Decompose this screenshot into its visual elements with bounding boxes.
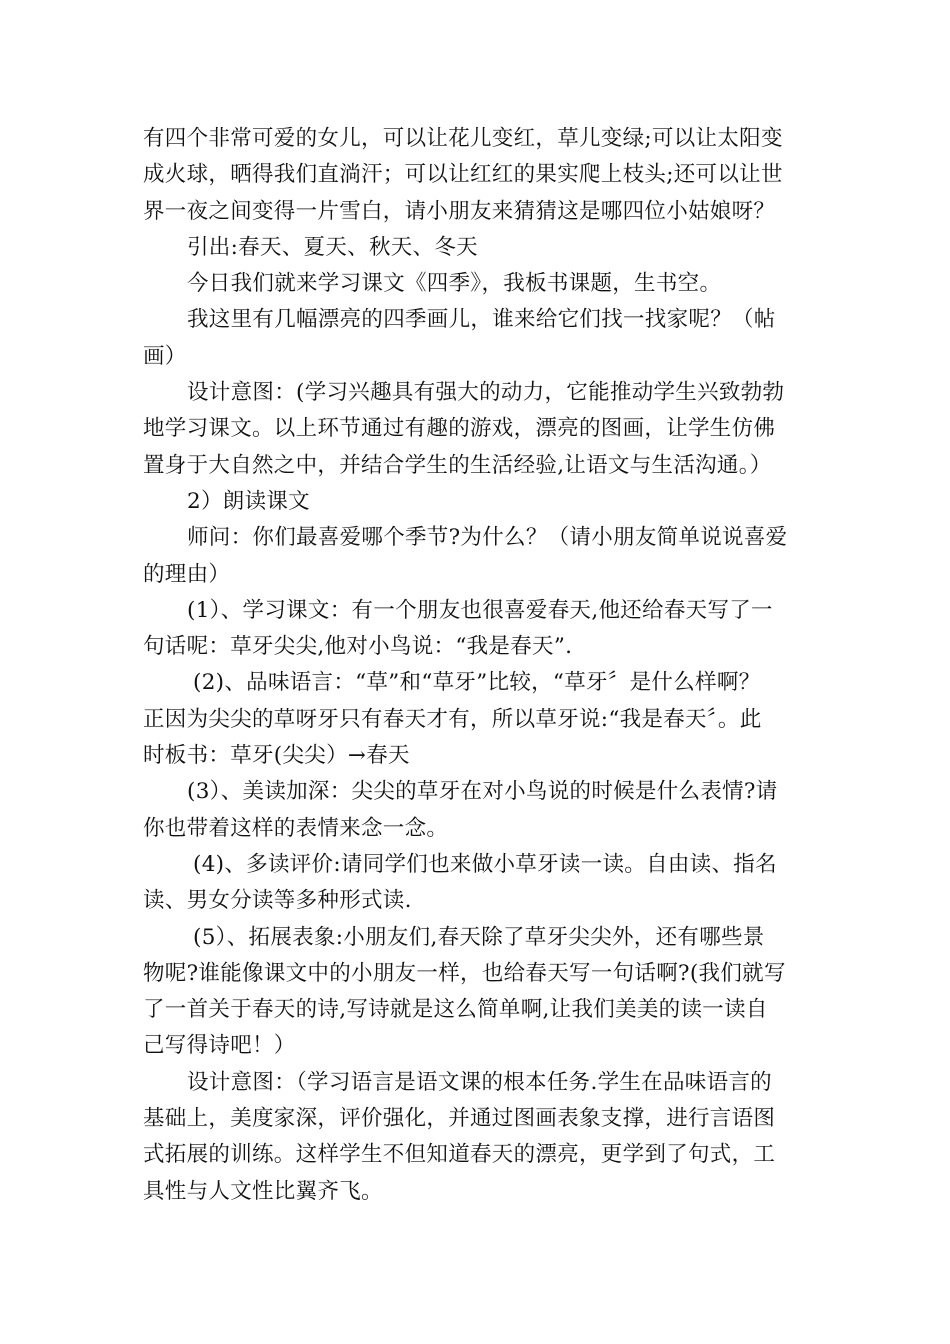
text-line: 今日我们就来学习课文《四季》，我板书课题，生书空。	[187, 271, 722, 297]
text-line: (2)、品味语言：“草”和“草牙”比较，“草牙〞是什么样啊？	[193, 670, 761, 696]
text-line: 画）	[143, 343, 187, 369]
text-line: 有四个非常可爱的女儿，可以让花儿变红，草儿变绿;可以让太阳变	[143, 126, 783, 151]
text-line: 正因为尖尖的草呀牙只有春天才有，所以草牙说:“我是春天〞。此	[143, 706, 762, 732]
text-line: (5）、拓展表象:小朋友们,春天除了草牙尖尖外，还有哪些景	[193, 924, 765, 950]
text-line: 己写得诗吧！）	[143, 1033, 296, 1059]
text-line: 式拓展的训练。这样学生不但知道春天的漂亮，更学到了句式，工	[143, 1142, 776, 1168]
text-line: 师问：你们最喜爱哪个季节?为什么？（请小朋友简单说说喜爱	[187, 525, 788, 551]
text-line: 了一首关于春天的诗,写诗就是这么简单啊,让我们美美的读一读自	[143, 997, 768, 1023]
text-line: (1）、学习课文：有一个朋友也很喜爱春天,他还给春天写了一	[187, 597, 773, 623]
text-line: 你也带着这样的表情来念一念。	[143, 815, 449, 841]
text-line: (3）、美读加深：尖尖的草牙在对小鸟说的时候是什么表情?请	[187, 779, 778, 805]
section-heading: 2）朗读课文	[187, 488, 310, 514]
document-page	[143, 121, 808, 1210]
text-line: 成火球，晒得我们直淌汗；可以让红红的果实爬上枝头;还可以让世	[143, 162, 783, 188]
text-line: 基础上，美度家深，评价强化，并通过图画表象支撑，进行言语图	[143, 1106, 776, 1132]
text-line: 具性与人文性比翼齐飞。	[143, 1178, 383, 1204]
text-line: 的理由）	[143, 561, 231, 587]
text-line: 引出:春天、夏天、秋天、冬天	[187, 234, 478, 260]
text-line: (4)、多读评价:请同学们也来做小草牙读一读。自由读、指名	[193, 851, 777, 877]
text-line: 时板书：草牙(尖尖）→春天	[143, 743, 410, 769]
text-line: 设计意图：(学习兴趣具有强大的动力，它能推动学生兴致勃勃	[187, 380, 785, 406]
text-line: 界一夜之间变得一片雪白，请小朋友来猜猜这是哪四位小姑娘呀？	[143, 198, 776, 224]
text-line: 置身于大自然之中，并结合学生的生活经验,让语文与生活沟通。）	[143, 452, 772, 478]
text-line: 设计意图：（学习语言是语文课的根本任务.学生在品味语言的	[187, 1069, 772, 1095]
text-line: 句话呢：草牙尖尖,他对小鸟说：“我是春天”.	[143, 634, 573, 660]
text-line: 读、男女分读等多种形式读.	[143, 888, 412, 914]
text-line: 物呢?谁能像课文中的小朋友一样，也给春天写一句话啊?(我们就写	[143, 960, 786, 986]
text-line: 我这里有几幅漂亮的四季画儿，谁来给它们找一找家呢？（帖	[187, 307, 776, 333]
text-line: 地学习课文。以上环节通过有趣的游戏，漂亮的图画，让学生仿佛	[143, 416, 776, 442]
